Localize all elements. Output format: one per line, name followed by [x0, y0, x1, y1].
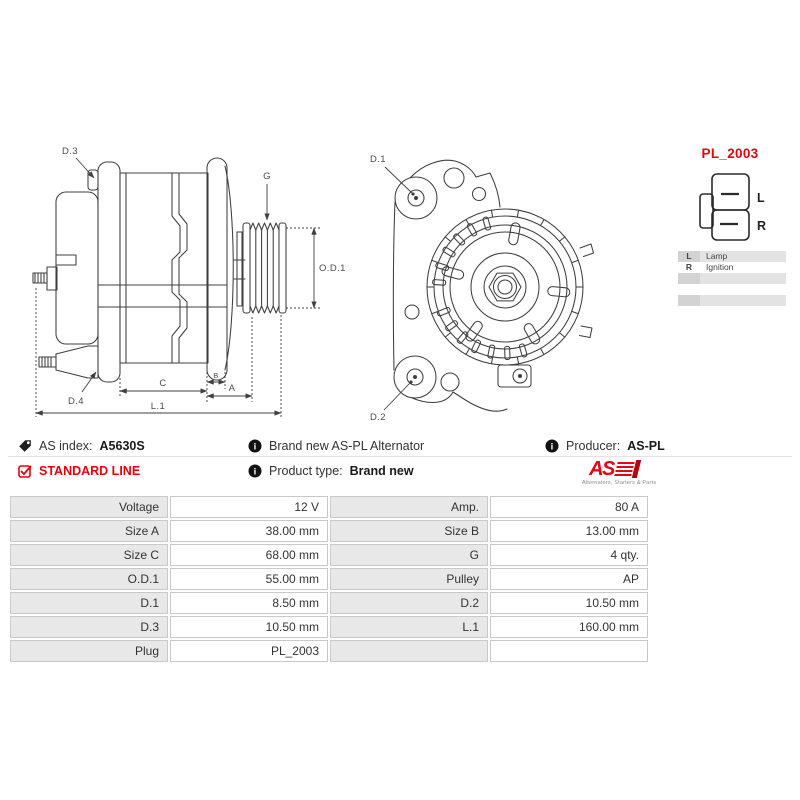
- spec-key: D.3: [10, 616, 168, 638]
- svg-text:i: i: [253, 466, 257, 478]
- as-index-value: A5630S: [99, 439, 145, 453]
- producer-row: [545, 438, 665, 454]
- spec-row: [10, 592, 648, 614]
- label-c: C: [159, 378, 167, 389]
- spec-value: 10.50 mm: [170, 616, 328, 638]
- spec-table: [8, 494, 650, 664]
- spec-key: Size B: [330, 520, 488, 542]
- legend-row: [678, 273, 786, 284]
- producer-value: AS-PL: [627, 439, 665, 453]
- spec-key: O.D.1: [10, 568, 168, 590]
- standard-line-row: [18, 463, 140, 479]
- standard-line-badge: STANDARD LINE: [39, 464, 141, 478]
- info-icon: [545, 439, 559, 453]
- rear-bracket: [39, 162, 120, 382]
- info-divider: [8, 456, 792, 457]
- spec-value: 8.50 mm: [170, 592, 328, 614]
- front-view-body: [393, 160, 593, 411]
- info-icon: [248, 439, 262, 453]
- label-d3: D.3: [62, 146, 78, 157]
- stator-body: [98, 173, 227, 363]
- alternator-side-view-drawing: [22, 132, 357, 432]
- pin-l-label: L: [757, 191, 765, 205]
- spec-value: 10.50 mm: [490, 592, 648, 614]
- front-view-labels: [370, 154, 415, 423]
- as-logo-caption: Alternators, Starters & Parts: [582, 480, 657, 486]
- brand-new-row: [248, 438, 424, 454]
- label-g: G: [263, 171, 271, 182]
- spec-value: [490, 640, 648, 662]
- alternator-front-view-drawing: [348, 130, 648, 430]
- spec-key: L.1: [330, 616, 488, 638]
- spec-row: [10, 568, 648, 590]
- label-l1: L.1: [150, 401, 166, 412]
- spec-value: 4 qty.: [490, 544, 648, 566]
- label-d2: D.2: [370, 412, 386, 423]
- plug-pin-legend: [678, 251, 786, 306]
- spec-value: PL_2003: [170, 640, 328, 662]
- spec-key: D.2: [330, 592, 488, 614]
- spec-value: 13.00 mm: [490, 520, 648, 542]
- rear-housing: [33, 192, 98, 344]
- spec-key: [330, 640, 488, 662]
- front-bracket: [207, 158, 245, 380]
- legend-row: L Lamp: [678, 251, 786, 262]
- spec-key: Size A: [10, 520, 168, 542]
- spec-key: D.1: [10, 592, 168, 614]
- checked-checkbox-icon: [18, 464, 32, 478]
- label-a: A: [228, 383, 236, 394]
- spec-row: [10, 616, 648, 638]
- spec-value: AP: [490, 568, 648, 590]
- as-logo-word: AS: [589, 458, 614, 480]
- brand-new-text: Brand new AS-PL Alternator: [269, 439, 425, 453]
- spec-value: 160.00 mm: [490, 616, 648, 638]
- spec-row: [10, 544, 648, 566]
- spec-key: Plug: [10, 640, 168, 662]
- spec-row: [10, 496, 648, 518]
- svg-text:i: i: [253, 441, 257, 453]
- legend-row: [678, 295, 786, 306]
- product-type-row: [248, 463, 414, 479]
- plug-code-title: PL_2003: [701, 146, 759, 161]
- spec-row: [10, 640, 648, 662]
- product-type-value: Brand new: [349, 464, 414, 478]
- label-d4: D.4: [68, 396, 84, 407]
- spec-value: 38.00 mm: [170, 520, 328, 542]
- product-type-label: Product type:: [269, 464, 343, 478]
- pin-r-label: R: [757, 219, 767, 233]
- spec-value: 12 V: [170, 496, 328, 518]
- label-b: B: [213, 371, 219, 380]
- spec-key: Amp.: [330, 496, 488, 518]
- pulley: [243, 223, 286, 313]
- spokes: [441, 222, 570, 345]
- spec-key: Size C: [10, 544, 168, 566]
- spec-key: Voltage: [10, 496, 168, 518]
- spec-key: G: [330, 544, 488, 566]
- as-index-label: AS index:: [39, 439, 93, 453]
- tag-icon: [18, 439, 32, 453]
- label-od1: O.D.1: [319, 263, 346, 274]
- as-pl-logo: [582, 458, 657, 486]
- info-icon: [248, 464, 262, 478]
- plug-connector-drawing: [688, 168, 788, 246]
- legend-row: R Ignition: [685, 262, 734, 272]
- spec-value: 68.00 mm: [170, 544, 328, 566]
- producer-label: Producer:: [566, 439, 621, 453]
- spec-row: [10, 520, 648, 542]
- spec-value: 55.00 mm: [170, 568, 328, 590]
- as-index-row: [18, 438, 145, 454]
- label-d1: D.1: [370, 154, 386, 165]
- svg-text:i: i: [550, 441, 554, 453]
- spec-key: Pulley: [330, 568, 488, 590]
- spec-value: 80 A: [490, 496, 648, 518]
- legend-row: [678, 284, 786, 295]
